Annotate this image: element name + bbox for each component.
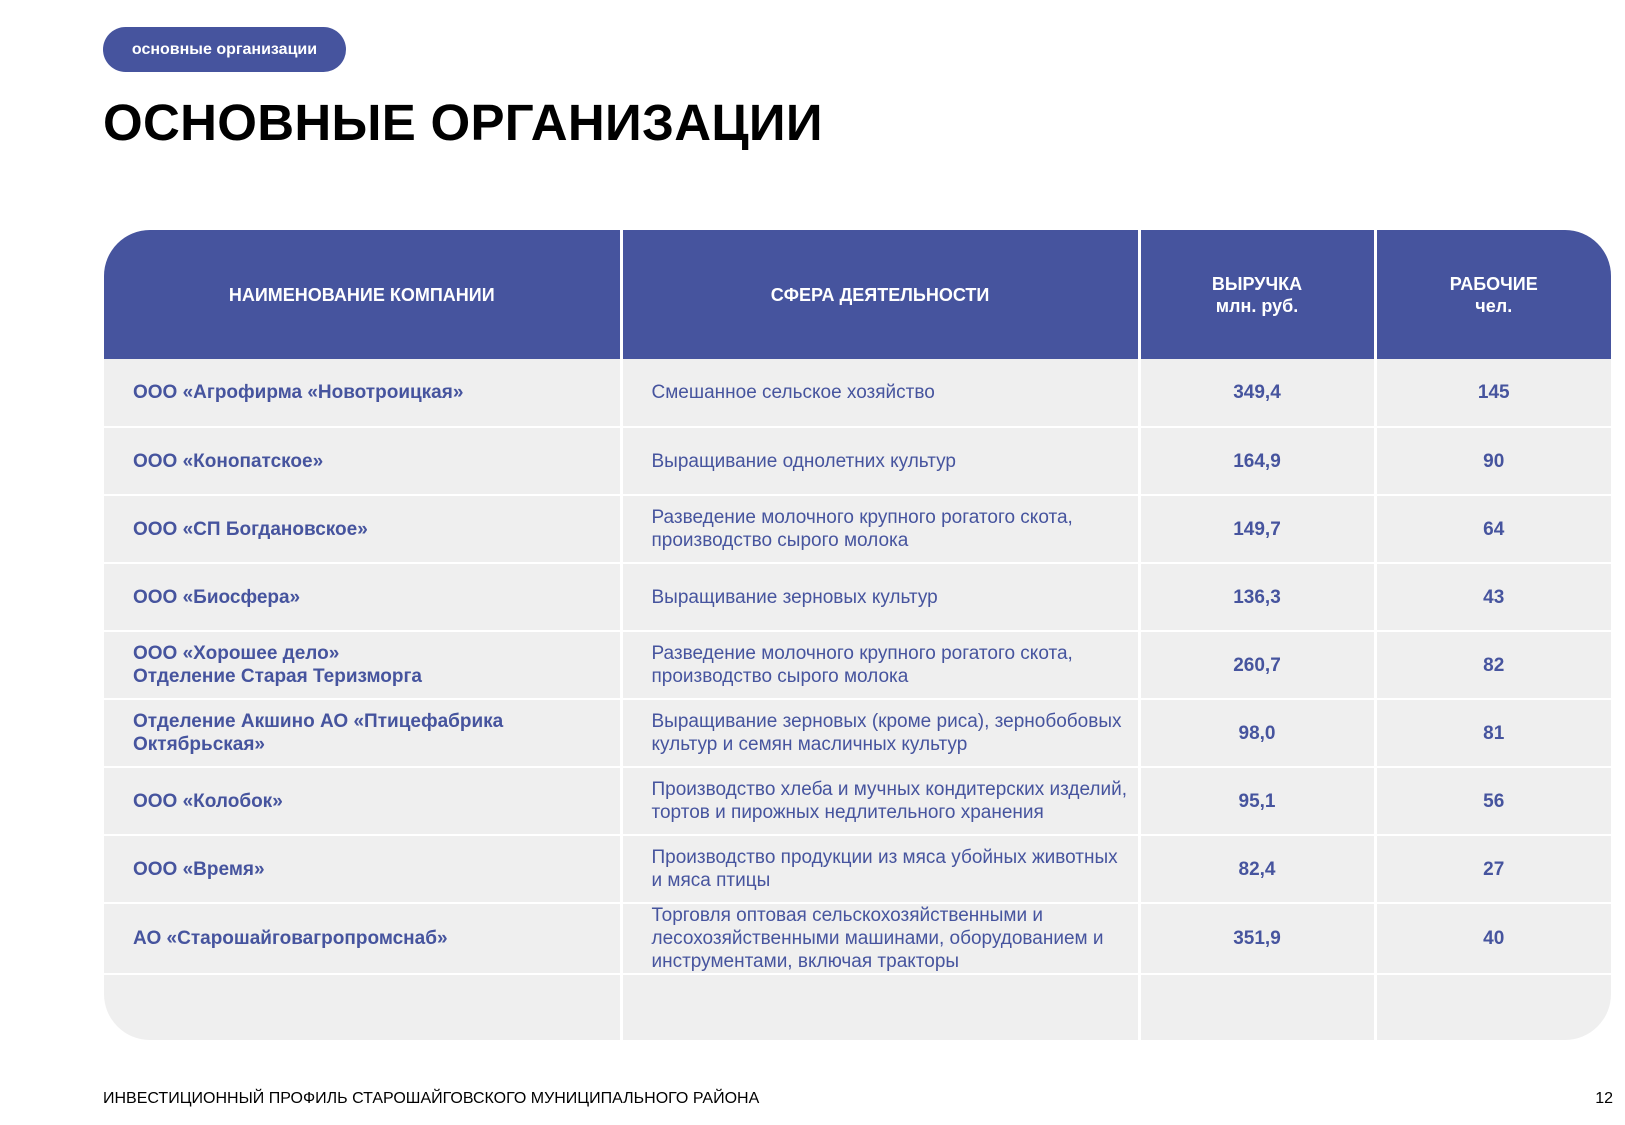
header-revenue-label: ВЫРУЧКА [1211,273,1303,294]
table-row [104,495,1611,563]
empty-cell [621,974,1139,1040]
company-workers: 145 [1375,359,1611,427]
company-revenue: 98,0 [1139,699,1375,767]
company-name: ООО «Время» [104,835,621,903]
section-tag: основные организации [103,27,346,72]
header-revenue [1139,230,1375,359]
company-workers: 40 [1375,903,1611,974]
table-row [104,903,1611,974]
company-name: Отделение Акшино АО «Птицефабрика Октябрьская» [104,699,621,767]
table-row [104,563,1611,631]
company-revenue: 149,7 [1139,495,1375,563]
company-revenue: 349,4 [1139,359,1375,427]
company-name: ООО «Агрофирма «Новотроицкая» [133,382,464,403]
company-sphere: Выращивание зерновых культур [621,563,1139,631]
company-revenue: 260,7 [1139,631,1375,699]
company-name: ООО «Хорошее дело» Отделение Старая Теризморга [104,631,621,699]
company-revenue: 82,4 [1139,835,1375,903]
table-row [104,427,1611,495]
table-row [104,835,1611,903]
header-revenue-unit: млн. руб. [1215,295,1299,316]
company-sphere: Производство продукции из мяса убойных животных и мяса птицы [621,835,1139,903]
company-revenue: 136,3 [1139,563,1375,631]
company-name: ООО «Биосфера» [104,563,621,631]
company-workers: 43 [1375,563,1611,631]
company-revenue: 164,9 [1139,427,1375,495]
company-workers: 90 [1375,427,1611,495]
header-workers-label: РАБОЧИЕ [1449,273,1538,294]
table-row [104,359,1611,427]
table-row [104,699,1611,767]
company-name: ООО «Конопатское» [104,427,621,495]
header-sphere-label: СФЕРА ДЕЯТЕЛЬНОСТИ [770,284,990,305]
header-sphere [621,230,1139,359]
company-revenue: 95,1 [1139,767,1375,835]
empty-cell [1375,974,1611,1040]
header-company [104,230,621,359]
empty-cell [104,974,621,1040]
company-sphere: Выращивание зерновых (кроме риса), зернобобовых культур и семян масличных культур [621,699,1139,767]
header-workers [1375,230,1611,359]
organizations-table-grid [104,230,1611,1040]
company-name: ООО «СП Богдановское» [104,495,621,563]
company-revenue: 351,9 [1139,903,1375,974]
company-workers: 82 [1375,631,1611,699]
header-company-label: НАИМЕНОВАНИЕ КОМПАНИИ [228,284,495,305]
table-row [104,631,1611,699]
company-name: АО «Старошайговагропромснаб» [104,903,621,974]
table-row [104,767,1611,835]
company-name: ООО «Колобок» [104,767,621,835]
header-workers-unit: чел. [1475,295,1513,316]
company-workers: 81 [1375,699,1611,767]
empty-cell [1139,974,1375,1040]
company-sphere: Торговля оптовая сельскохозяйственными и лесохозяйственными машинами, оборудованием и инструментами, включая тракторы [621,903,1139,974]
company-sphere: Выращивание однолетних культур [621,427,1139,495]
company-workers: 27 [1375,835,1611,903]
table-row-empty [104,974,1611,1040]
footer-title: ИНВЕСТИЦИОННЫЙ ПРОФИЛЬ СТАРОШАЙГОВСКОГО МУНИЦИПАЛЬНОГО РАЙОНА [103,1090,760,1107]
page-title: ОСНОВНЫЕ ОРГАНИЗАЦИИ [103,94,823,151]
company-workers: 64 [1375,495,1611,563]
page-number: 12 [1595,1090,1613,1107]
company-sphere: Смешанное сельское хозяйство [621,359,1139,427]
company-workers: 56 [1375,767,1611,835]
company-sphere: Разведение молочного крупного рогатого скота, производство сырого молока [621,495,1139,563]
company-sphere: Разведение молочного крупного рогатого скота, производство сырого молока [621,631,1139,699]
organizations-table [104,230,1611,1040]
company-sphere: Производство хлеба и мучных кондитерских изделий, тортов и пирожных недлительного хранения [621,767,1139,835]
table-header-row [104,230,1611,359]
